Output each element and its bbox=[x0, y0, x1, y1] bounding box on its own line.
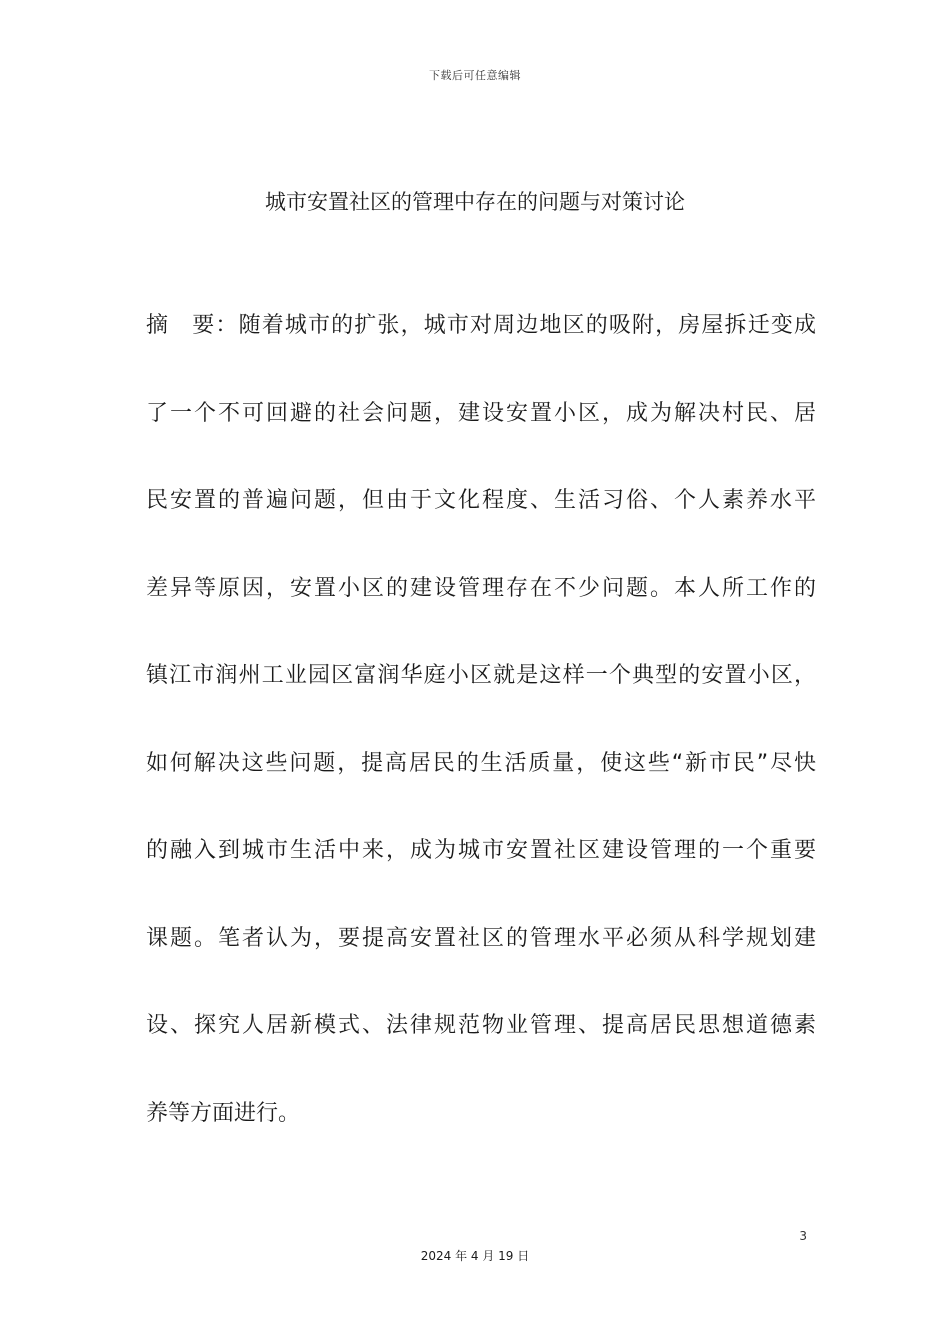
abstract-line: 镇江市润州工业园区富润华庭小区就是这样一个典型的安置小区， bbox=[146, 663, 816, 688]
abstract-line: 摘 要：随着城市的扩张，城市对周边地区的吸附，房屋拆迁变成 bbox=[146, 313, 816, 338]
abstract-line: 设、探究人居新模式、法律规范物业管理、提高居民思想道德素 bbox=[146, 1013, 816, 1038]
abstract-paragraph bbox=[146, 306, 816, 1181]
abstract-line: 了一个不可回避的社会问题，建设安置小区，成为解决村民、居 bbox=[146, 400, 816, 426]
abstract-line: 差异等原因，安置小区的建设管理存在不少问题。本人所工作的 bbox=[146, 575, 816, 601]
header-note: 下载后可任意编辑 bbox=[429, 69, 521, 82]
document-title: 城市安置社区的管理中存在的问题与对策讨论 bbox=[265, 190, 685, 214]
page-number: 3 bbox=[799, 1229, 807, 1243]
abstract-line: 的融入到城市生活中来，成为城市安置社区建设管理的一个重要 bbox=[146, 838, 816, 863]
abstract-line: 民安置的普遍问题，但由于文化程度、生活习俗、个人素养水平 bbox=[146, 488, 816, 513]
abstract-line: 养等方面进行。 bbox=[146, 1100, 301, 1126]
abstract-line: 课题。笔者认为，要提高安置社区的管理水平必须从科学规划建 bbox=[146, 925, 816, 951]
abstract-line: 如何解决这些问题，提高居民的生活质量，使这些“新市民”尽快 bbox=[146, 750, 816, 776]
footer-date: 2024 年 4 月 19 日 bbox=[420, 1249, 530, 1263]
